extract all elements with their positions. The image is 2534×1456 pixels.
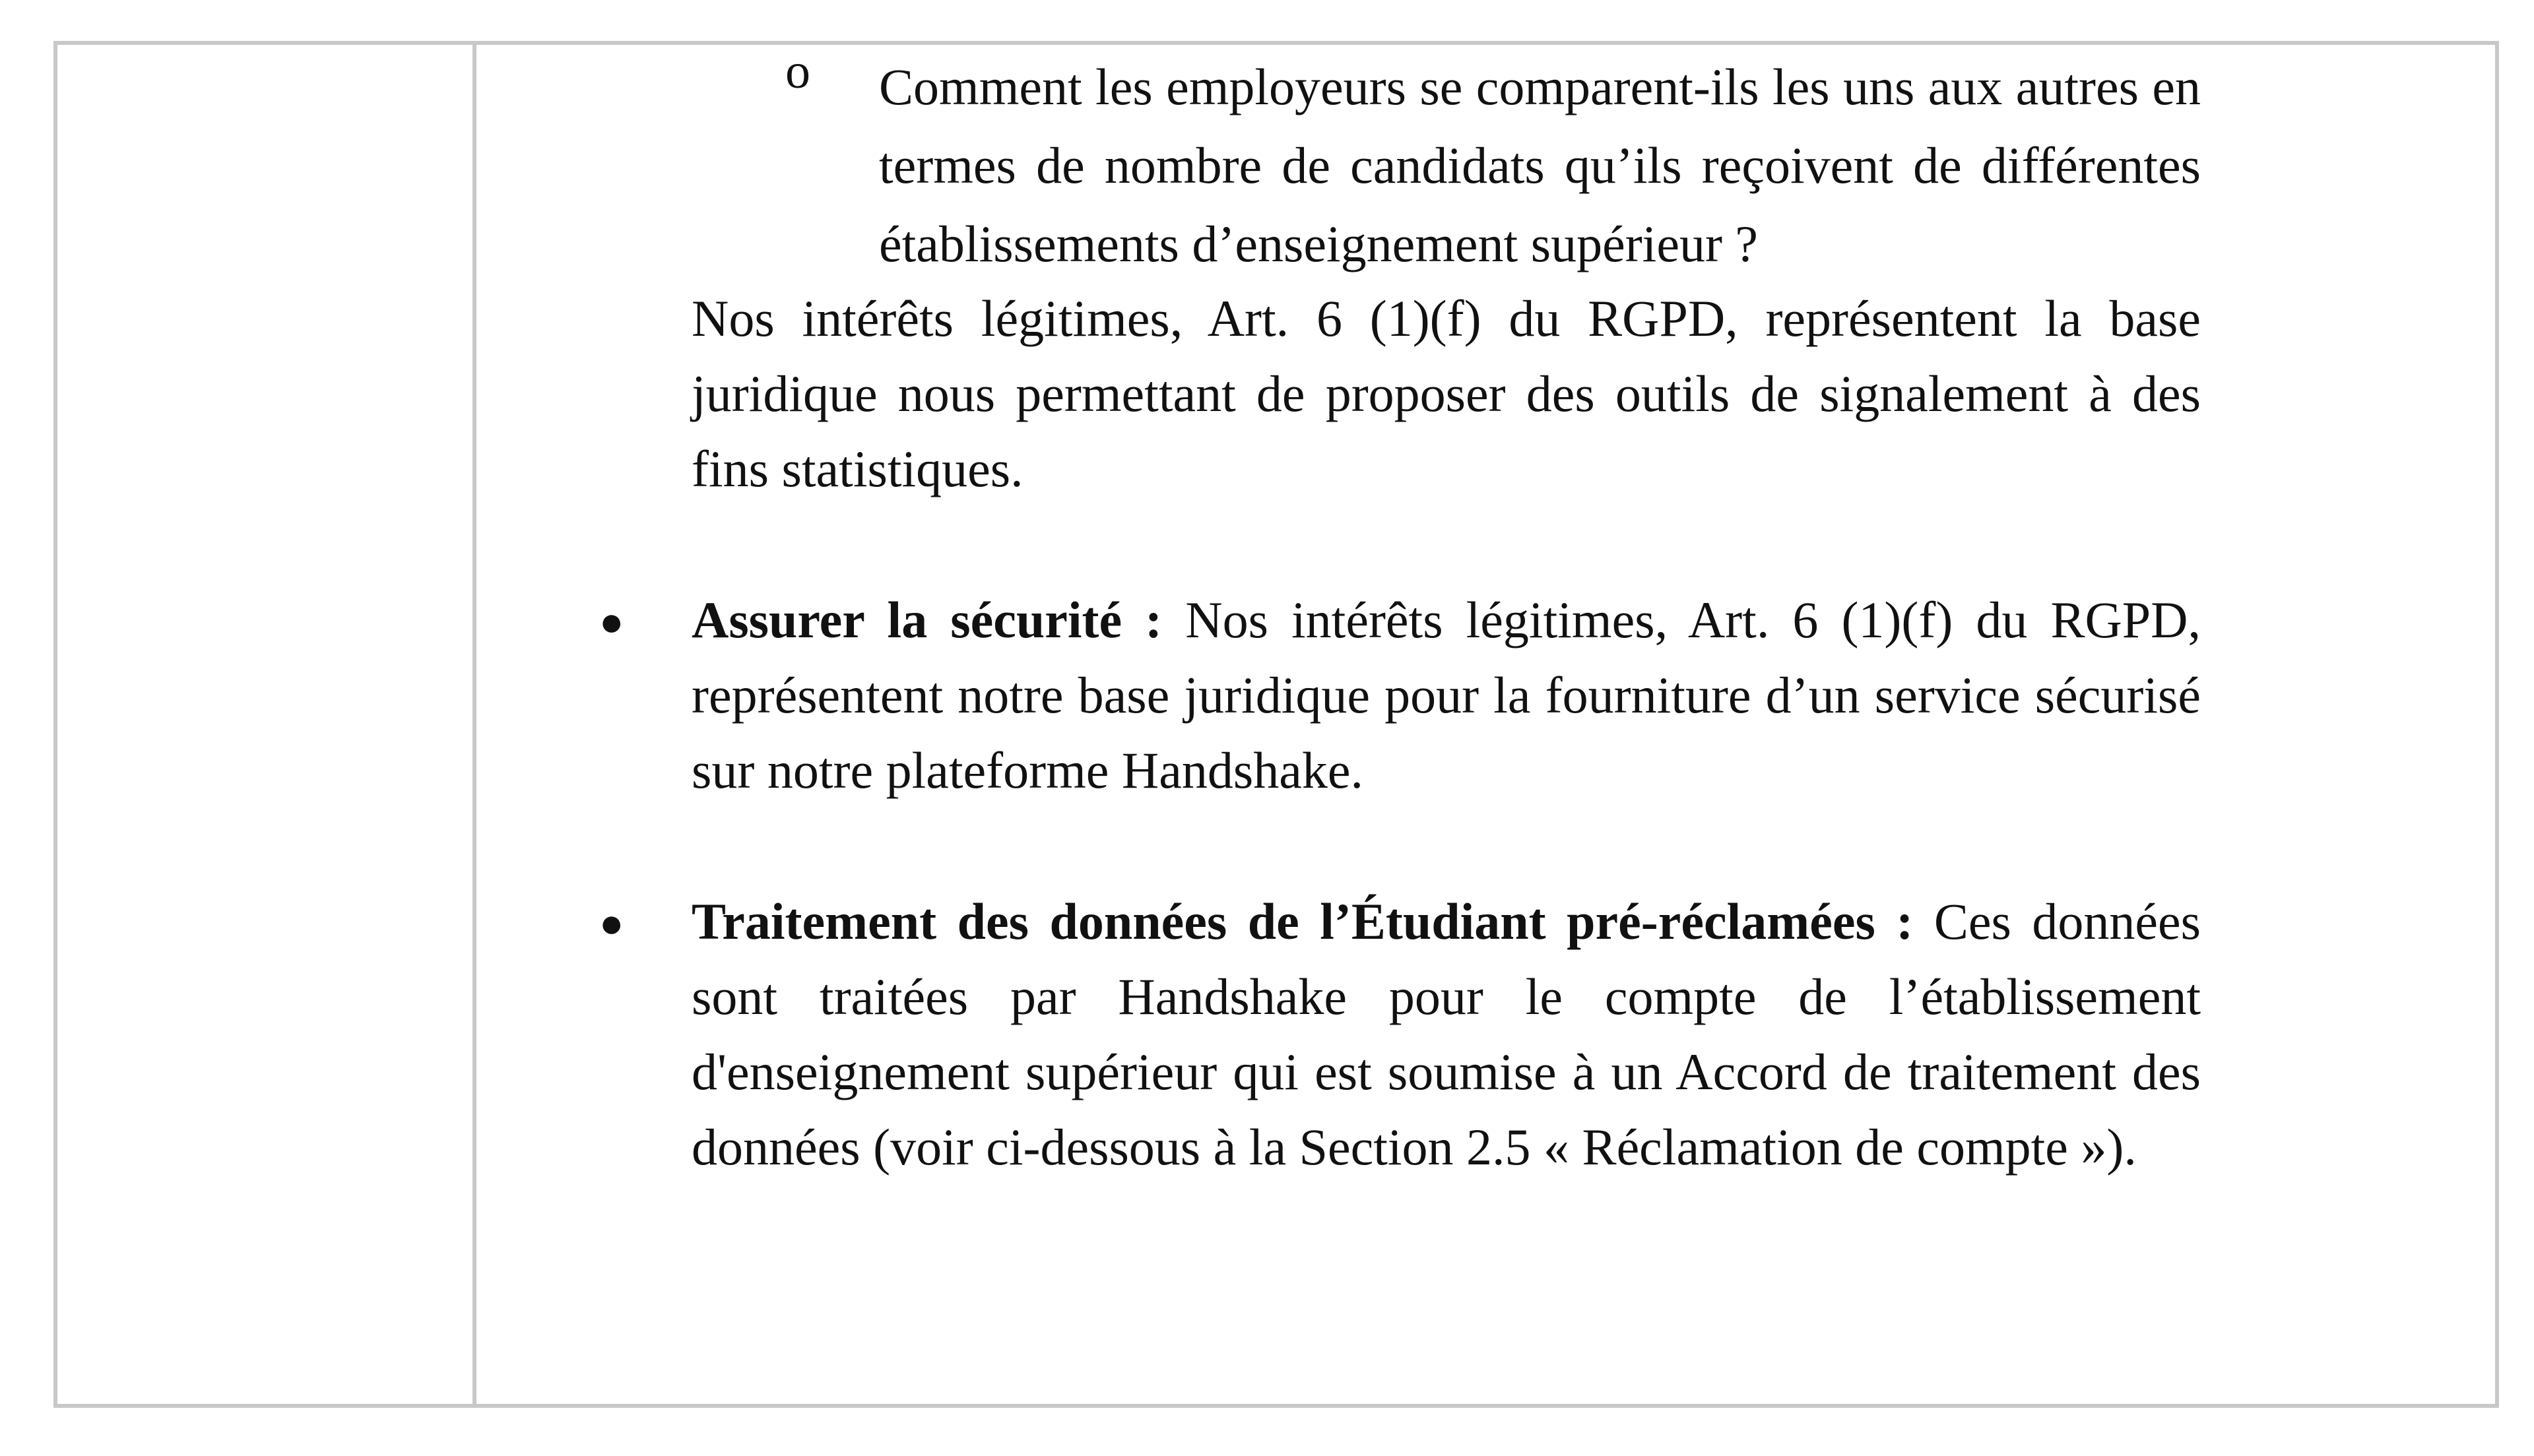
security-bullet bbox=[692, 583, 2201, 808]
sub-question-text: Comment les employeurs se comparent-ils les uns aux autres en termes de nombre de candidats qu’ils reçoivent de différentes établissements d’enseignement supérieur ? bbox=[879, 58, 2201, 272]
bullet-marker-security: ● bbox=[599, 600, 624, 645]
security-heading: Assurer la sécurité : bbox=[692, 591, 1163, 649]
student-data-bullet bbox=[692, 884, 2201, 1185]
security-text: Nos intérêts légitimes, Art. 6 (1)(f) du RGPD, représentent notre base juridique pour la fourniture d’un service sécurisé sur notre plateforme Handshake. bbox=[692, 591, 2201, 799]
student-data-heading: Traitement des données de l’Étudiant pré-réclamées : bbox=[692, 893, 1914, 950]
bullet-marker-student-data: ● bbox=[599, 901, 624, 946]
legal-basis-paragraph: Nos intérêts légitimes, Art. 6 (1)(f) du RGPD, représentent la base juridique nous permettant de proposer des outils de signalement à des fins statistiques. bbox=[692, 290, 2201, 497]
student-data-text: Ces données sont traitées par Handshake pour le compte de l’établissement d'enseignement supérieur qui est soumise à un Accord de traitement des données (voir ci-dessous à la Section 2.5 « Réclamation de compte »). bbox=[692, 893, 2201, 1176]
sub-bullet-marker: o bbox=[785, 44, 810, 99]
